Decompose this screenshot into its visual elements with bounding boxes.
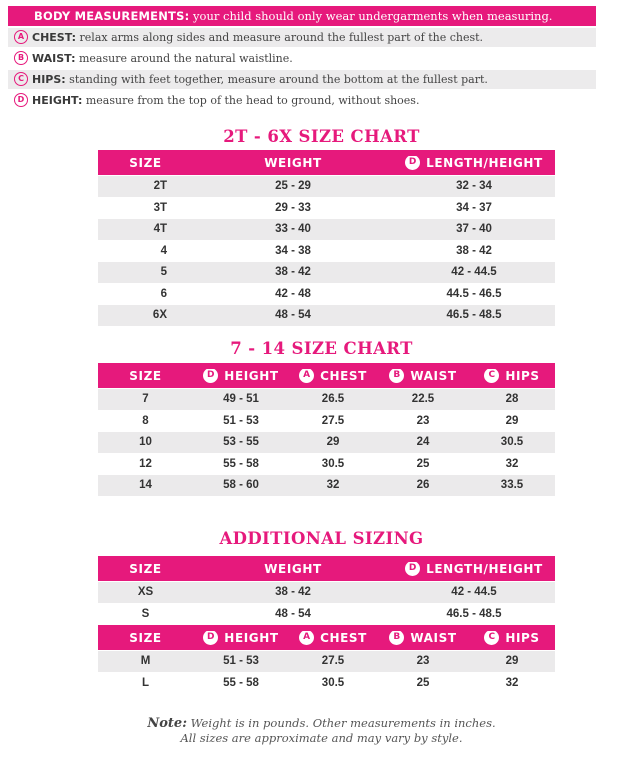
table-cell: 29 (326, 436, 340, 449)
header-length-label: LENGTH/HEIGHT (426, 561, 543, 576)
table-cell: 32 (505, 457, 519, 470)
header-label: WAIST (410, 368, 457, 383)
b-badge-icon: B (389, 631, 404, 645)
table-row (98, 651, 555, 672)
table-cell: 38 - 42 (275, 266, 311, 279)
measure-text: standing with feet together, measure around the bottom at the fullest part. (65, 73, 488, 86)
table-cell: S (141, 607, 150, 620)
table-cell: 24 (416, 436, 430, 449)
table-row (98, 262, 555, 283)
measure-label: WAIST: (32, 52, 76, 65)
chart1-body (98, 176, 555, 326)
table-cell: 12 (139, 457, 152, 470)
table-cell: 49 - 51 (223, 393, 259, 406)
header-height (193, 369, 289, 383)
table-cell: 48 - 54 (275, 309, 311, 322)
d-badge-icon: D (405, 156, 420, 170)
table-cell: 2T (153, 180, 167, 193)
table-cell: 33.5 (500, 479, 524, 492)
measure-item-chest (8, 28, 596, 47)
table-cell: 32 - 34 (456, 180, 492, 193)
table-row (98, 305, 555, 326)
table-cell: 26.5 (321, 393, 345, 406)
table-cell: 5 (160, 266, 167, 279)
header-weight: WEIGHT (264, 561, 322, 576)
table-cell: 4T (153, 223, 167, 236)
table-cell: 38 - 42 (456, 244, 492, 257)
header-label: WAIST (410, 630, 457, 645)
chart3-body-2 (98, 651, 555, 693)
measure-text: measure from the top of the head to ground, without shoes. (82, 94, 420, 107)
note (0, 716, 643, 746)
d-badge-icon: D (14, 93, 28, 107)
measure-item-height (8, 91, 596, 110)
chart3-title: ADDITIONAL SIZING (219, 529, 424, 548)
header-length-label: LENGTH/HEIGHT (426, 155, 543, 170)
chart1-title: 2T - 6X SIZE CHART (223, 127, 420, 146)
chart1-header-row (98, 150, 555, 175)
table-cell: 3T (153, 201, 167, 214)
table-cell: 29 (505, 655, 519, 668)
d-badge-icon: D (203, 631, 218, 645)
header-chest (289, 631, 377, 645)
table-row (98, 284, 555, 305)
header-length-height (393, 562, 555, 576)
table-row (98, 411, 555, 432)
body-measurements (8, 6, 596, 110)
table-row (98, 604, 555, 625)
table-cell: 25 - 29 (275, 180, 311, 193)
table-cell: 34 - 37 (456, 201, 492, 214)
table-cell: 6 (160, 287, 167, 300)
table-cell: 29 (505, 414, 519, 427)
header-label: CHEST (320, 630, 367, 645)
heading-bold: BODY MEASUREMENTS: (34, 9, 190, 23)
table-cell: XS (137, 586, 154, 599)
a-badge-icon: A (299, 631, 314, 645)
table-cell: 25 (416, 457, 430, 470)
table-cell: 32 (505, 676, 519, 689)
table-cell: 26 (416, 479, 430, 492)
c-badge-icon: C (484, 631, 499, 645)
table-cell: 25 (416, 676, 430, 689)
table-cell: 42 - 44.5 (451, 266, 497, 279)
table-row (98, 673, 555, 694)
header-waist (377, 369, 469, 383)
header-size: SIZE (129, 561, 162, 576)
measure-text: measure around the natural waistline. (75, 52, 293, 65)
table-cell: 29 - 33 (275, 201, 311, 214)
chart3-header-row-1 (98, 556, 555, 581)
table-cell: 28 (505, 393, 519, 406)
table-cell: 30.5 (500, 436, 524, 449)
c-badge-icon: C (14, 72, 28, 86)
header-label: HIPS (505, 630, 540, 645)
table-cell: 32 (326, 479, 340, 492)
table-row (98, 389, 555, 410)
header-label: HIPS (505, 368, 540, 383)
table-cell: 14 (139, 479, 152, 492)
header-hips (469, 369, 555, 383)
table-cell: 10 (139, 436, 152, 449)
d-badge-icon: D (203, 369, 218, 383)
table-cell: 53 - 55 (223, 436, 259, 449)
header-waist (377, 631, 469, 645)
table-row (98, 198, 555, 219)
table-cell: 42 - 44.5 (451, 586, 497, 599)
table-cell: 27.5 (321, 655, 345, 668)
b-badge-icon: B (14, 51, 28, 65)
header-label: SIZE (129, 368, 162, 383)
chart1-table (98, 150, 555, 326)
table-cell: 46.5 - 48.5 (446, 607, 502, 620)
a-badge-icon: A (14, 30, 28, 44)
header-weight: WEIGHT (264, 155, 322, 170)
table-cell: 23 (416, 655, 430, 668)
c-badge-icon: C (484, 369, 499, 383)
table-cell: 33 - 40 (275, 223, 311, 236)
header-size: SIZE (129, 155, 162, 170)
measure-label: CHEST: (32, 31, 77, 44)
header-label: HEIGHT (224, 630, 279, 645)
table-cell: 46.5 - 48.5 (446, 309, 502, 322)
table-cell: 38 - 42 (275, 586, 311, 599)
chart2-body (98, 389, 555, 496)
header-size (98, 369, 193, 383)
measure-text: relax arms along sides and measure around the fullest part of the chest. (76, 31, 484, 44)
header-label: CHEST (320, 368, 367, 383)
chart3-header-row-2 (98, 625, 555, 650)
table-cell: 27.5 (321, 414, 345, 427)
header-chest (289, 369, 377, 383)
table-cell: 30.5 (321, 457, 345, 470)
table-row (98, 219, 555, 240)
measure-label: HEIGHT: (32, 94, 83, 107)
table-cell: 48 - 54 (275, 607, 311, 620)
chart3-body-1 (98, 582, 555, 624)
d-badge-icon: D (405, 562, 420, 576)
table-cell: 22.5 (411, 393, 435, 406)
table-cell: 8 (142, 414, 149, 427)
table-cell: 30.5 (321, 676, 345, 689)
header-height (193, 631, 289, 645)
measure-item-hips (8, 70, 596, 89)
table-cell: 23 (416, 414, 430, 427)
a-badge-icon: A (299, 369, 314, 383)
table-cell: 58 - 60 (223, 479, 259, 492)
table-cell: 4 (160, 244, 167, 257)
table-cell: 34 - 38 (275, 244, 311, 257)
table-cell: 37 - 40 (456, 223, 492, 236)
body-measurements-heading (8, 6, 596, 26)
header-hips (469, 631, 555, 645)
measure-label: HIPS: (32, 73, 66, 86)
table-cell: 55 - 58 (223, 676, 259, 689)
header-label: SIZE (129, 630, 162, 645)
table-row (98, 432, 555, 453)
note-label: Note: (147, 716, 187, 731)
chart2-header-row (98, 363, 555, 388)
chart2-table (98, 363, 555, 496)
header-label: HEIGHT (224, 368, 279, 383)
heading-text: your child should only wear undergarments when measuring. (189, 9, 553, 23)
table-cell: 51 - 53 (223, 655, 259, 668)
table-cell: 7 (142, 393, 149, 406)
note-line-2: All sizes are approximate and may vary by style. (180, 731, 463, 745)
table-cell: 51 - 53 (223, 414, 259, 427)
table-row (98, 475, 555, 496)
header-size (98, 631, 193, 645)
table-row (98, 241, 555, 262)
chart3-table (98, 556, 555, 693)
table-row (98, 582, 555, 603)
table-cell: 42 - 48 (275, 287, 311, 300)
table-row (98, 454, 555, 475)
note-line-1: Weight is in pounds. Other measurements in inches. (187, 716, 496, 730)
table-cell: 6X (152, 309, 167, 322)
header-length-height (393, 156, 555, 170)
table-row (98, 176, 555, 197)
chart2-title: 7 - 14 SIZE CHART (230, 339, 413, 358)
table-cell: M (140, 655, 151, 668)
table-cell: 44.5 - 46.5 (446, 287, 502, 300)
measure-item-waist (8, 49, 596, 68)
table-cell: 55 - 58 (223, 457, 259, 470)
table-cell: L (141, 676, 150, 689)
b-badge-icon: B (389, 369, 404, 383)
